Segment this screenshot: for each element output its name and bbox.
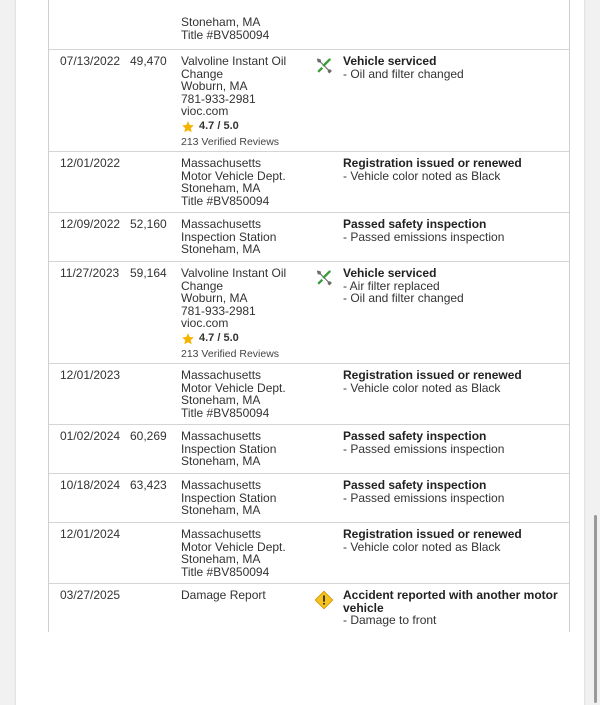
source-line: Title #BV850094	[181, 564, 270, 579]
source-line: Woburn, MA	[181, 79, 248, 93]
row-date: 12/01/2024	[60, 527, 121, 541]
source-line: Inspection Station	[181, 229, 277, 244]
source-line: Stoneham, MA	[181, 15, 261, 29]
source-line: Stoneham, MA	[181, 503, 261, 517]
source-line: Massachusetts	[181, 217, 262, 231]
source-line: Change	[181, 278, 224, 293]
row-source	[181, 55, 306, 148]
rating	[181, 120, 306, 134]
event-title: Passed safety inspection	[343, 478, 487, 492]
row-source	[181, 479, 306, 517]
row-source	[181, 218, 306, 256]
event-title: Registration issued or renewed	[343, 156, 522, 170]
row-mileage: 49,470	[130, 54, 167, 68]
row-detail	[343, 528, 565, 553]
row-date: 12/09/2022	[60, 217, 121, 231]
reviews-link[interactable]: 213 Verified Reviews	[181, 347, 280, 360]
source-line: Stoneham, MA	[181, 242, 261, 256]
row-detail	[343, 267, 565, 305]
source-line: Massachusetts	[181, 368, 262, 382]
source-line: Massachusetts	[181, 156, 262, 170]
source-line: Title #BV850094	[181, 27, 270, 42]
event-title: Passed safety inspection	[343, 217, 487, 231]
event-title: Vehicle serviced	[343, 266, 437, 280]
star-icon	[181, 120, 195, 134]
row-source	[181, 16, 306, 41]
row-date: 01/02/2024	[60, 429, 121, 443]
event-title: Passed safety inspection	[343, 429, 487, 443]
source-line: Motor Vehicle Dept.	[181, 168, 286, 183]
row-date: 03/27/2025	[60, 588, 121, 602]
event-title: Accident reported with another motor vehicle	[343, 588, 558, 615]
table-row	[49, 584, 569, 632]
event-item: - Vehicle color noted as Black	[343, 380, 501, 395]
source-line: Valvoline Instant Oil	[181, 266, 287, 280]
event-item: - Passed emissions inspection	[343, 441, 505, 456]
source-line: Stoneham, MA	[181, 552, 261, 566]
event-title: Registration issued or renewed	[343, 368, 522, 382]
star-icon	[181, 332, 195, 346]
event-item: - Damage to front	[343, 613, 437, 627]
event-item: - Passed emissions inspection	[343, 229, 505, 244]
row-mileage: 60,269	[130, 429, 167, 443]
event-item: - Vehicle color noted as Black	[343, 168, 501, 183]
event-item: - Oil and filter changed	[343, 66, 464, 81]
source-line: Motor Vehicle Dept.	[181, 539, 286, 554]
row-date: 11/27/2023	[60, 266, 120, 280]
row-detail	[343, 430, 565, 455]
row-date: 07/13/2022	[60, 54, 121, 68]
table-row	[49, 523, 569, 584]
table-row	[49, 425, 569, 474]
source-line: Stoneham, MA	[181, 454, 261, 468]
table-row-partial	[49, 0, 569, 50]
row-date: 12/01/2023	[60, 368, 121, 382]
rating-score: 4.7 / 5.0	[199, 332, 239, 345]
source-line: Massachusetts	[181, 478, 262, 492]
source-line: Stoneham, MA	[181, 181, 261, 195]
source-line: Massachusetts	[181, 527, 262, 541]
rating	[181, 332, 306, 346]
source-line: Damage Report	[181, 588, 266, 602]
source-line: Stoneham, MA	[181, 393, 261, 407]
row-source	[181, 528, 306, 578]
table-row	[49, 474, 569, 523]
row-mileage: 63,423	[130, 478, 167, 492]
event-title: Vehicle serviced	[343, 54, 437, 68]
vehicle-history-table	[48, 0, 570, 632]
row-detail	[343, 589, 565, 627]
event-item: - Passed emissions inspection	[343, 490, 505, 505]
row-mileage: 52,160	[130, 217, 167, 231]
row-mileage: 59,164	[130, 266, 167, 280]
source-line: 781-933-2981	[181, 303, 256, 318]
source-line: Massachusetts	[181, 429, 262, 443]
row-date: 10/18/2024	[60, 478, 121, 492]
row-source	[181, 369, 306, 419]
source-link[interactable]: vioc.com	[181, 316, 229, 330]
row-source	[181, 430, 306, 468]
source-line: Inspection Station	[181, 490, 277, 505]
row-detail	[343, 218, 565, 243]
row-source	[181, 157, 306, 207]
source-line: Motor Vehicle Dept.	[181, 380, 286, 395]
source-line: Title #BV850094	[181, 193, 270, 208]
table-row	[49, 152, 569, 213]
event-item: - Vehicle color noted as Black	[343, 539, 501, 554]
service-icon	[314, 268, 336, 291]
source-line: Change	[181, 66, 224, 81]
source-line: 781-933-2981	[181, 91, 256, 106]
row-source	[181, 589, 306, 602]
row-detail	[343, 479, 565, 504]
event-item: - Air filter replaced	[343, 278, 440, 293]
source-link[interactable]: vioc.com	[181, 104, 229, 118]
event-item: - Oil and filter changed	[343, 291, 464, 305]
scrollbar-thumb[interactable]	[594, 515, 597, 703]
report-page	[16, 0, 584, 705]
table-row	[49, 213, 569, 262]
source-line: Inspection Station	[181, 441, 277, 456]
rating-score: 4.7 / 5.0	[199, 120, 239, 133]
row-detail	[343, 369, 565, 394]
warning-icon	[314, 590, 336, 613]
row-source	[181, 267, 306, 360]
row-detail	[343, 55, 565, 80]
service-icon	[314, 56, 336, 79]
row-detail	[343, 157, 565, 182]
table-row	[49, 50, 569, 152]
source-line: Woburn, MA	[181, 291, 248, 305]
source-line: Title #BV850094	[181, 405, 270, 420]
table-row	[49, 364, 569, 425]
source-line: Valvoline Instant Oil	[181, 54, 287, 68]
reviews-link[interactable]: 213 Verified Reviews	[181, 135, 280, 148]
event-title: Registration issued or renewed	[343, 527, 522, 541]
table-row	[49, 262, 569, 364]
row-date: 12/01/2022	[60, 156, 121, 170]
